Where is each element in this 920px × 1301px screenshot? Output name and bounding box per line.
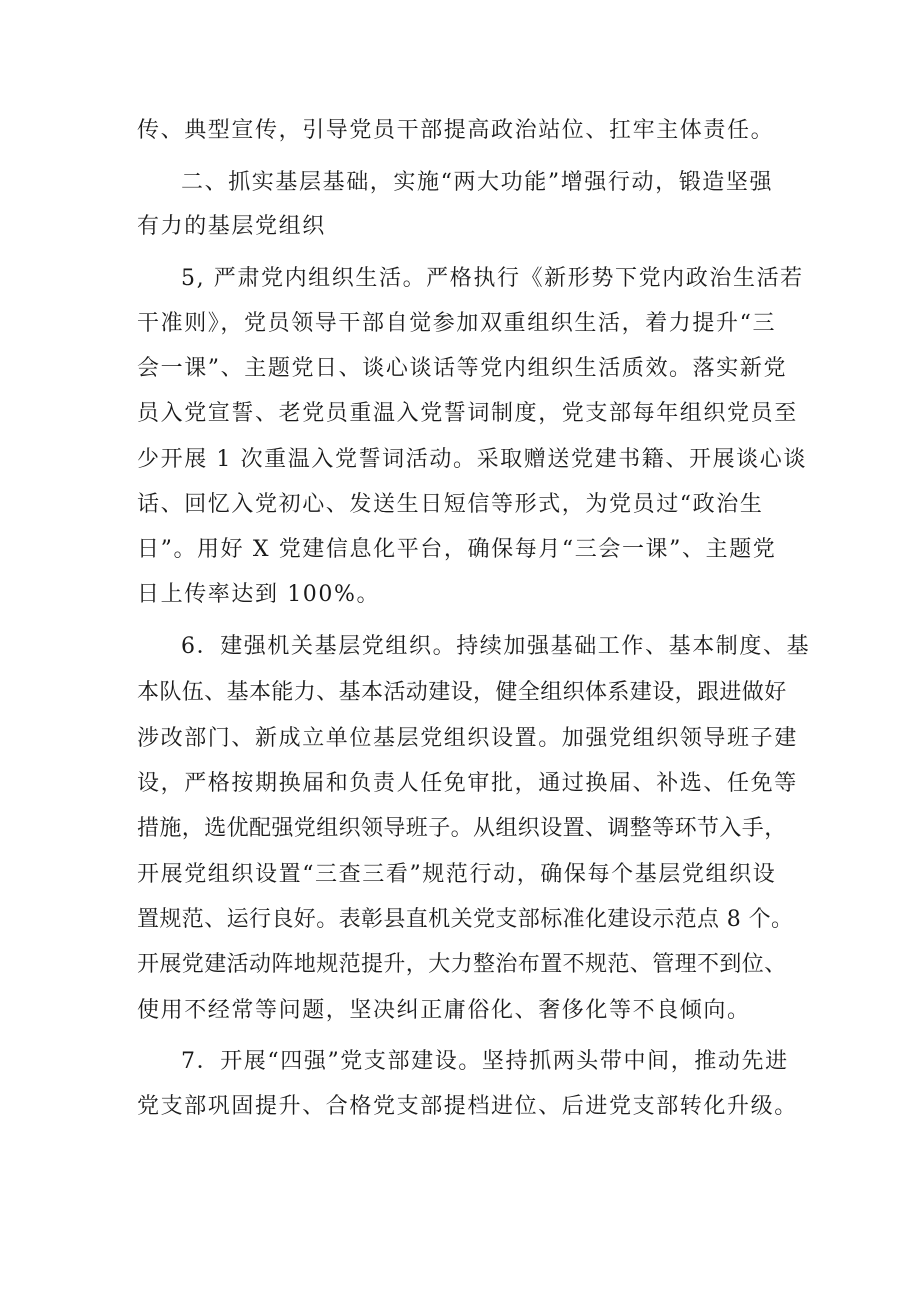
section-heading-line: 二、抓实基层基础，实施“两大功能”增强行动，锻造坚强 bbox=[181, 170, 774, 195]
paragraph-line: 6．建强机关基层党组织。持续加强基础工作、基本制度、基 bbox=[181, 634, 811, 659]
paragraph-line: 本队伍、基本能力、基本活动建设，健全组织体系建设，跟进做好 bbox=[137, 680, 787, 705]
paragraph-line: 传、典型宣传，引导党员干部提高政治站位、扛牢主体责任。 bbox=[137, 118, 775, 143]
paragraph-line: 置规范、运行良好。表彰县直机关党支部标准化建设示范点 8 个。 bbox=[137, 907, 794, 932]
paragraph-line: 开展党建活动阵地规范提升，大力整治布置不规范、管理不到位、 bbox=[137, 952, 787, 977]
paragraph-line: 党支部巩固提升、合格党支部提档进位、后进党支部转化升级。 bbox=[137, 1094, 798, 1119]
paragraph-line: 日”。用好 X 党建信息化平台，确保每月“三会一课”、主题党 bbox=[137, 537, 777, 562]
paragraph-line: 7．开展“四强”党支部建设。坚持抓两头带中间，推动先进 bbox=[181, 1049, 789, 1074]
paragraph-line: 设，严格按期换届和负责人任免审批，通过换届、补选、任免等 bbox=[137, 771, 798, 796]
paragraph-line: 开展党组织设置“三查三看”规范行动，确保每个基层党组织设 bbox=[137, 862, 777, 887]
paragraph-line: 涉改部门、新成立单位基层党组织设置。加强党组织领导班子建 bbox=[137, 726, 798, 751]
paragraph-line: 会一课”、主题党日、谈心谈话等党内组织生活质效。落实新党 bbox=[137, 356, 788, 381]
paragraph-line: 干准则》，党员领导干部自觉参加双重组织生活，着力提升“三 bbox=[137, 311, 777, 336]
paragraph-line: 措施，选优配强党组织领导班子。从组织设置、调整等环节入手， bbox=[137, 816, 787, 841]
paragraph-line: 员入党宣誓、老党员重温入党誓词制度，党支部每年组织党员至 bbox=[137, 401, 798, 426]
paragraph-line: 5, 严肃党内组织生活。严格执行《新形势下党内政治生活若 bbox=[181, 266, 804, 291]
paragraph-line: 话、回忆入党初心、发送生日短信等形式，为党员过“政治生 bbox=[137, 492, 764, 517]
paragraph-line: 使用不经常等问题，坚决纠正庸俗化、奢侈化等不良倾向。 bbox=[137, 998, 751, 1023]
paragraph-line: 日上传率达到 100%。 bbox=[137, 582, 381, 607]
section-heading-line: 有力的基层党组织 bbox=[137, 214, 326, 239]
paragraph-line: 少开展 1 次重温入党誓词活动。采取赠送党建书籍、开展谈心谈 bbox=[137, 447, 807, 472]
